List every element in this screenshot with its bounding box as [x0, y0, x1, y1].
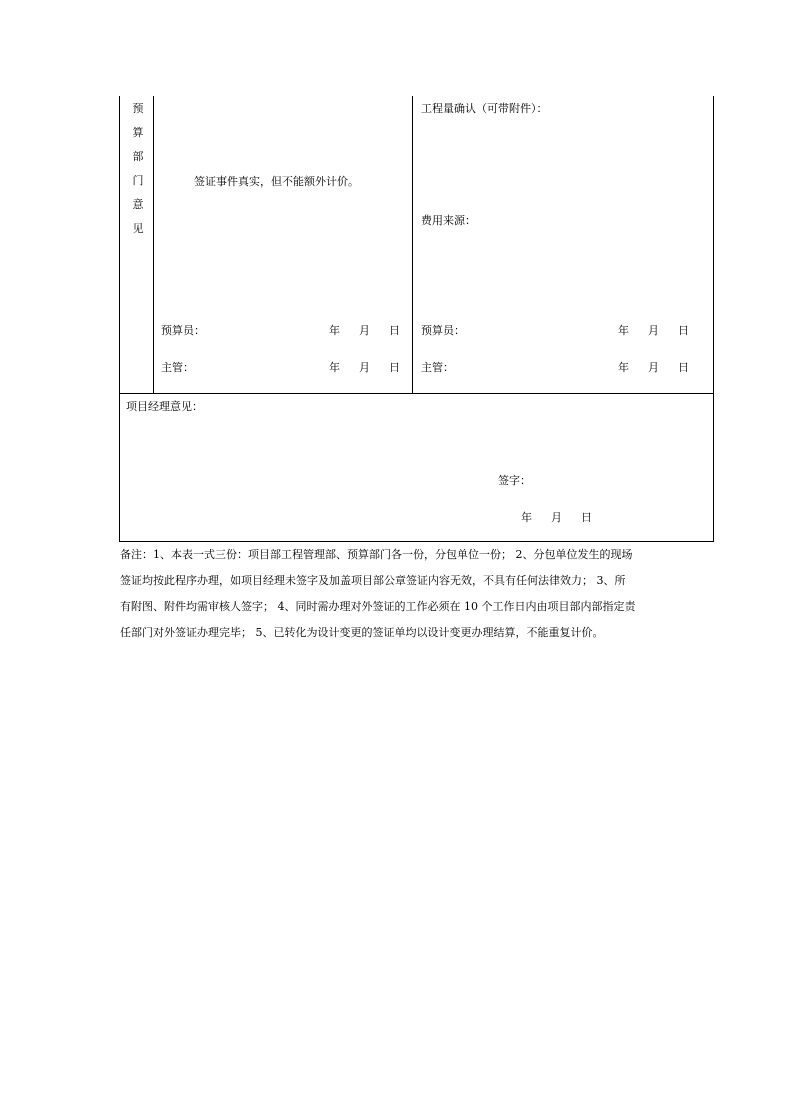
left-supervisor-date-day: 日: [389, 361, 400, 374]
pm-signature-label: 签字：: [498, 474, 531, 487]
budget-label-char-5: 意: [132, 198, 144, 211]
pm-date-month: 月: [551, 511, 562, 524]
budget-label-char-6: 见: [132, 222, 144, 235]
right-supervisor-label: 主管：: [421, 361, 454, 374]
remarks-line-3: 有附图、附件均需审核人签字； 4、同时需办理对外签证的工作必须在 10 个工作日内由项目部内部指定责: [120, 600, 636, 613]
right-supervisor-date-month: 月: [648, 361, 659, 374]
right-budgeter-date-day: 日: [678, 324, 689, 337]
remarks-block: [120, 542, 710, 646]
right-budgeter-label: 预算员：: [421, 324, 465, 337]
quantity-confirm-label: 工程量确认（可带附件）：: [421, 102, 548, 115]
budget-label-char-4: 门: [132, 174, 144, 187]
left-supervisor-date-year: 年: [329, 361, 340, 374]
budget-label-char-3: 部: [132, 150, 144, 163]
pm-opinion-title: 项目经理意见：: [126, 400, 203, 413]
budget-opinion-text: 签证事件真实，但不能额外计价。: [194, 175, 359, 188]
middle-column-divider: [412, 96, 413, 394]
section-divider: [119, 393, 714, 394]
left-budgeter-date-month: 月: [359, 324, 370, 337]
right-budgeter-date-month: 月: [648, 324, 659, 337]
budget-label-char-2: 算: [132, 126, 144, 139]
left-supervisor-date-month: 月: [359, 361, 370, 374]
left-budgeter-date-year: 年: [329, 324, 340, 337]
left-budgeter-date-day: 日: [389, 324, 400, 337]
remarks-line-4: 任部门对外签证办理完毕； 5、已转化为设计变更的签证单均以设计变更办理结算，不能重复计价。: [120, 626, 604, 639]
pm-date-year: 年: [521, 511, 532, 524]
label-column-divider: [153, 96, 154, 394]
left-supervisor-label: 主管：: [161, 361, 194, 374]
left-budgeter-label: 预算员：: [161, 324, 205, 337]
right-budgeter-date-year: 年: [618, 324, 629, 337]
remarks-line-2: 签证均按此程序办理，如项目经理未签字及加盖项目部公章签证内容无效，不具有任何法律效力； 3、所: [120, 574, 626, 587]
cost-source-label: 费用来源：: [421, 214, 476, 227]
pm-date-day: 日: [581, 511, 592, 524]
right-supervisor-date-day: 日: [678, 361, 689, 374]
table-right-border: [713, 96, 714, 542]
table-left-border: [119, 96, 120, 542]
remarks-line-1: 备注：1、本表一式三份：项目部工程管理部、预算部门各一份，分包单位一份； 2、分包单位发生的现场: [120, 548, 633, 561]
budget-label-char-1: 预: [132, 102, 144, 115]
right-supervisor-date-year: 年: [618, 361, 629, 374]
